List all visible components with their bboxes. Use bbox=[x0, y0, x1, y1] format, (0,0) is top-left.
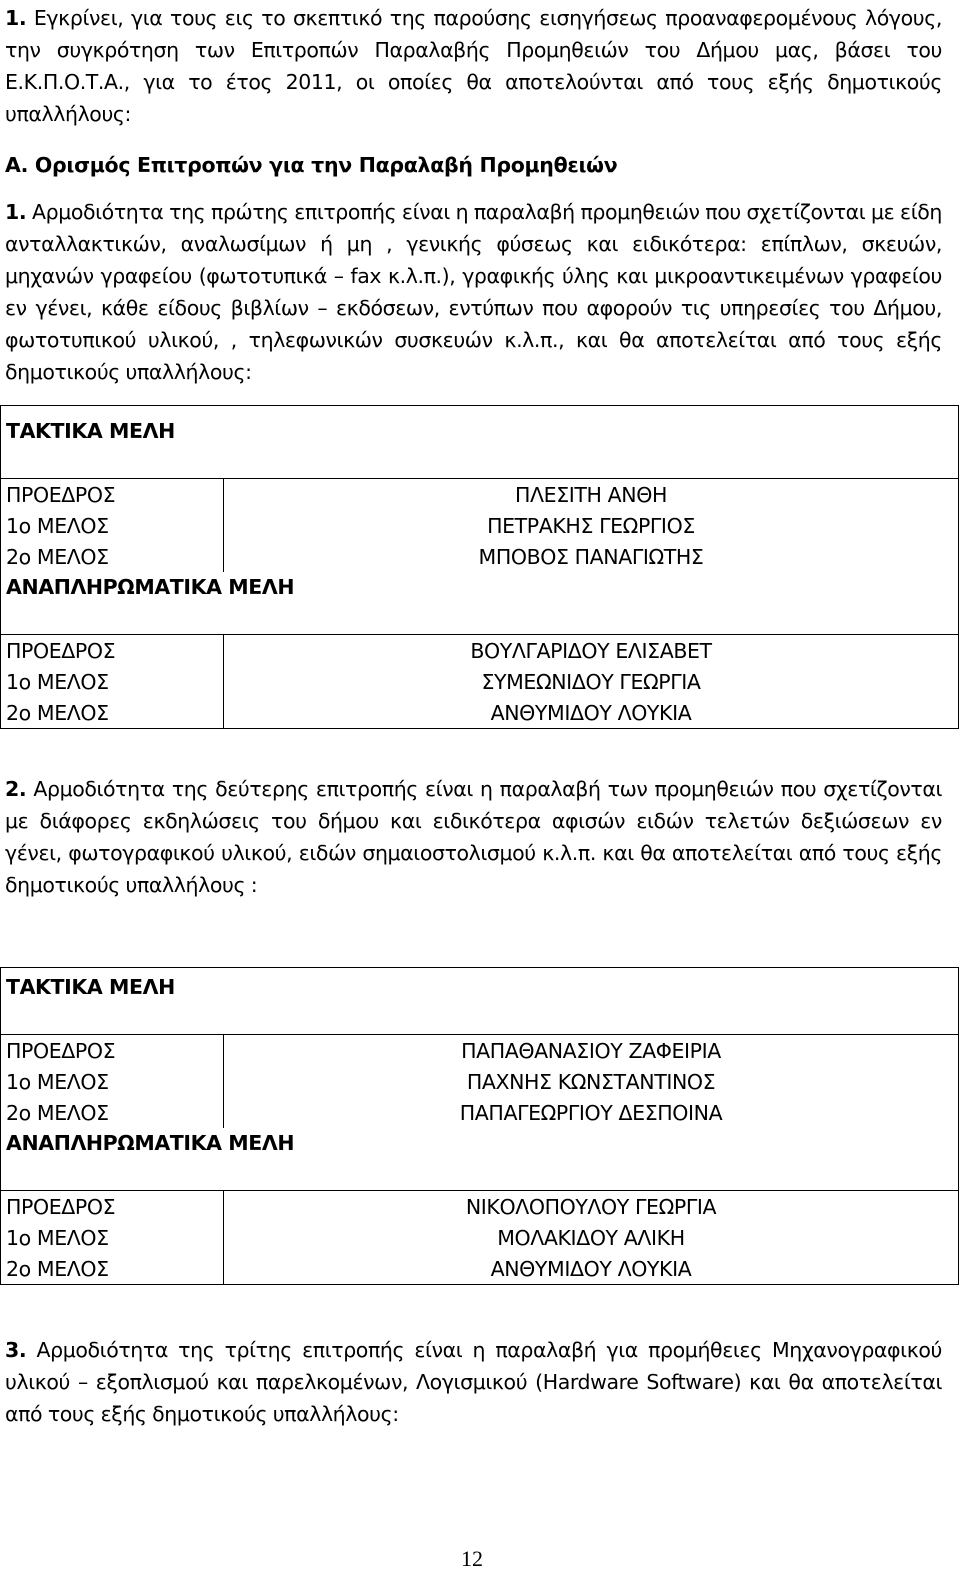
table-row bbox=[1, 635, 959, 667]
table-row bbox=[1, 541, 959, 572]
committee-1-text: Αρμοδιότητα της πρώτης επιτροπής είναι η παραλαβή προμηθειών που σχετίζονται με είδη ανταλλακτικών, αναλωσίμων ή μη , γενικής φύσεως και ειδικότερα: επίπλων, σκευών, μηχανών γραφείου (φωτοτυπικά – fax κ.λ.π.), γραφικής ύλης και μικροαντικειμένων γραφείου εν γένει, κάθε είδους βιβλίων – εκδόσεων, εντύπων που αφορούν τις υπηρεσίες του Δήμου, φωτοτυπικού υλικού, , τηλεφωνικών συσκευών κ.λ.π., και θα αποτελείται από τους εξής δημοτικούς υπαλλήλους: bbox=[5, 200, 942, 384]
committee-3-paragraph bbox=[5, 1334, 942, 1430]
committee-1-members-table bbox=[0, 405, 959, 729]
table-row bbox=[1, 1222, 959, 1253]
member-role: 1ο ΜΕΛΟΣ bbox=[1, 510, 224, 541]
member-role: 1ο ΜΕΛΟΣ bbox=[1, 666, 224, 697]
table-row bbox=[1, 479, 959, 511]
member-name: ΠΑΠΑΘΑΝΑΣΙΟΥ ΖΑΦΕΙΡΙΑ bbox=[224, 1035, 959, 1067]
member-name: ΣΥΜΕΩΝΙΔΟΥ ΓΕΩΡΓΙΑ bbox=[224, 666, 959, 697]
table-row bbox=[1, 1097, 959, 1128]
table-row bbox=[1, 406, 959, 479]
committee-2-text: Αρμοδιότητα της δεύτερης επιτροπής είναι η παραλαβή των προμηθειών που σχετίζονται με διάφορες εκδηλώσεις του δήμου και ειδικότερα αφισών ειδών τελετών δεξιώσεων εν γένει, φωτογραφικού υλικού, ειδών σημαιοστολισμού κ.λ.π. και θα αποτελείται από τους εξής δημοτικούς υπαλλήλους : bbox=[5, 777, 942, 897]
regular-members-label: ΤΑΚΤΙΚΑ ΜΕΛΗ bbox=[1, 406, 959, 479]
committee-2-number: 2. bbox=[5, 777, 27, 801]
table-row bbox=[1, 510, 959, 541]
member-name: ΜΟΛΑΚΙΔΟΥ ΑΛΙΚΗ bbox=[224, 1222, 959, 1253]
member-name: ΜΠΟΒΟΣ ΠΑΝΑΓΙΩΤΗΣ bbox=[224, 541, 959, 572]
member-name: ΝΙΚΟΛΟΠΟΥΛΟΥ ΓΕΩΡΓΙΑ bbox=[224, 1191, 959, 1223]
member-name: ΑΝΘΥΜΙΔΟΥ ΛΟΥΚΙΑ bbox=[224, 697, 959, 729]
member-role: ΠΡΟΕΔΡΟΣ bbox=[1, 1035, 224, 1067]
member-role: ΠΡΟΕΔΡΟΣ bbox=[1, 1191, 224, 1223]
member-name: ΠΑΧΝΗΣ ΚΩΝΣΤΑΝΤΙΝΟΣ bbox=[224, 1066, 959, 1097]
alternate-members-label: ΑΝΑΠΛΗΡΩΜΑΤΙΚΑ ΜΕΛΗ bbox=[1, 572, 959, 635]
table-row bbox=[1, 968, 959, 1035]
member-name: ΠΑΠΑΓΕΩΡΓΙΟΥ ΔΕΣΠΟΙΝΑ bbox=[224, 1097, 959, 1128]
member-role: 1ο ΜΕΛΟΣ bbox=[1, 1066, 224, 1097]
table-row bbox=[1, 1253, 959, 1285]
member-role: ΠΡΟΕΔΡΟΣ bbox=[1, 479, 224, 511]
table-row bbox=[1, 1035, 959, 1067]
table-row bbox=[1, 1128, 959, 1191]
member-name: ΠΛΕΣΙΤΗ ΑΝΘΗ bbox=[224, 479, 959, 511]
table-row bbox=[1, 1191, 959, 1223]
intro-number: 1. bbox=[5, 6, 27, 30]
member-role: 2ο ΜΕΛΟΣ bbox=[1, 1097, 224, 1128]
member-name: ΠΕΤΡΑΚΗΣ ΓΕΩΡΓΙΟΣ bbox=[224, 510, 959, 541]
table-row bbox=[1, 697, 959, 729]
committee-3-number: 3. bbox=[5, 1338, 27, 1362]
table-row bbox=[1, 572, 959, 635]
intro-text: Εγκρίνει, για τους εις το σκεπτικό της παρούσης εισηγήσεως προαναφερομένους λόγους, την συγκρότηση των Επιτροπών Παραλαβής Προμηθειών του Δήμου μας, βάσει του Ε.Κ.Π.Ο.Τ.Α., για το έτος 2011, οι οποίες θα αποτελούνται από τους εξής δημοτικούς υπαλλήλους: bbox=[5, 6, 942, 126]
member-name: ΒΟΥΛΓΑΡΙΔΟΥ ΕΛΙΣΑΒΕΤ bbox=[224, 635, 959, 667]
alternate-members-label: ΑΝΑΠΛΗΡΩΜΑΤΙΚΑ ΜΕΛΗ bbox=[1, 1128, 959, 1191]
regular-members-label: ΤΑΚΤΙΚΑ ΜΕΛΗ bbox=[1, 968, 959, 1035]
section-a-heading: Α. Ορισμός Επιτροπών για την Παραλαβή Προμηθειών bbox=[5, 153, 618, 177]
member-name: ΑΝΘΥΜΙΔΟΥ ΛΟΥΚΙΑ bbox=[224, 1253, 959, 1285]
member-role: 2ο ΜΕΛΟΣ bbox=[1, 1253, 224, 1285]
member-role: 1ο ΜΕΛΟΣ bbox=[1, 1222, 224, 1253]
member-role: 2ο ΜΕΛΟΣ bbox=[1, 697, 224, 729]
committee-1-paragraph bbox=[5, 196, 942, 388]
committee-3-text: Αρμοδιότητα της τρίτης επιτροπής είναι η παραλαβή για προμήθειες Μηχανογραφικού υλικού – εξοπλισμού και παρελκομένων, Λογισμικού (Hardware Software) και θα αποτελείται από τους εξής δημοτικούς υπαλλήλους: bbox=[5, 1338, 942, 1426]
committee-1-number: 1. bbox=[5, 200, 27, 224]
page-number: 12 bbox=[461, 1546, 483, 1571]
committee-2-members-table bbox=[0, 967, 959, 1285]
table-row bbox=[1, 666, 959, 697]
committee-2-paragraph bbox=[5, 773, 942, 901]
intro-paragraph bbox=[5, 2, 942, 130]
table-row bbox=[1, 1066, 959, 1097]
member-role: 2ο ΜΕΛΟΣ bbox=[1, 541, 224, 572]
member-role: ΠΡΟΕΔΡΟΣ bbox=[1, 635, 224, 667]
